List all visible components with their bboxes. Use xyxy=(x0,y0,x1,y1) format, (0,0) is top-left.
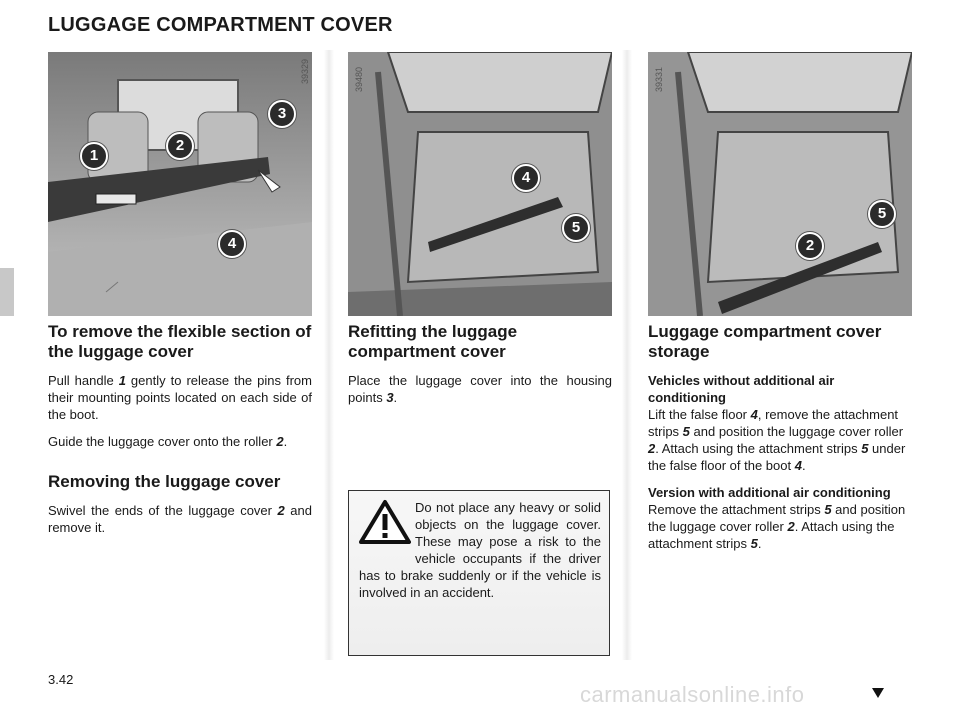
paragraph: Pull handle 1 gently to release the pins from their mounting points located on each side of the boot. xyxy=(48,373,312,422)
callout-3: 3 xyxy=(268,100,296,128)
watermark: carmanualsonline.info xyxy=(580,682,805,707)
paragraph: Place the luggage cover into the housing points 3. xyxy=(348,373,612,405)
section-heading: Removing the luggage cover xyxy=(48,472,281,491)
warning-box xyxy=(348,490,610,656)
figure-cover-storage xyxy=(648,52,912,316)
paragraph: Guide the luggage cover onto the roller 2. xyxy=(48,434,288,449)
section-heading: Luggage compartment cover storage xyxy=(648,322,882,361)
end-of-section-icon xyxy=(872,688,884,698)
figure-ref: 39480 xyxy=(354,66,364,92)
section-heading: To remove the flexible section of the luggage cover xyxy=(48,322,312,361)
column-3-text xyxy=(648,322,912,562)
paragraph: Swivel the ends of the luggage cover 2 and remove it. xyxy=(48,503,312,535)
figure-ref: 39331 xyxy=(654,66,664,92)
paragraph: Version with additional air conditioning Remove the attachment strips 5 and position the luggage cover roller 2. Attach using the attachment strips 5. xyxy=(648,485,906,551)
figure-ref: 39329 xyxy=(300,58,310,84)
paragraph: Vehicles without additional air conditioning Lift the false floor 4, remove the attachment strips 5 and position the luggage cover roller 2. Attach using the attachment strips 5 under the false floor of the boot 4. xyxy=(648,373,906,473)
column-divider xyxy=(622,50,632,660)
boot-interior-illustration xyxy=(48,52,312,316)
column-1-text xyxy=(48,322,312,546)
callout-4: 4 xyxy=(218,230,246,258)
callout-5: 5 xyxy=(868,200,896,228)
callout-2: 2 xyxy=(796,232,824,260)
chapter-tab xyxy=(0,268,14,316)
page-title: LUGGAGE COMPARTMENT COVER xyxy=(48,14,393,36)
boot-storage-illustration xyxy=(648,52,912,316)
callout-5: 5 xyxy=(562,214,590,242)
boot-open-illustration xyxy=(348,52,612,316)
figure-refit-cover xyxy=(348,52,612,316)
figure-remove-cover xyxy=(48,52,312,316)
section-heading: Refitting the luggage compartment cover xyxy=(348,322,518,361)
callout-4: 4 xyxy=(512,164,540,192)
callout-1: 1 xyxy=(80,142,108,170)
warning-text: Do not place any heavy or solid objects on the luggage cover. These may pose a risk to the vehicle occupants if the driver has to brake suddenly or if the vehicle is involved in an accident. xyxy=(359,500,601,600)
warning-icon xyxy=(359,499,415,567)
page-number: 3.42 xyxy=(48,672,74,687)
column-2-text xyxy=(348,322,612,416)
callout-2: 2 xyxy=(166,132,194,160)
column-divider xyxy=(324,50,334,660)
